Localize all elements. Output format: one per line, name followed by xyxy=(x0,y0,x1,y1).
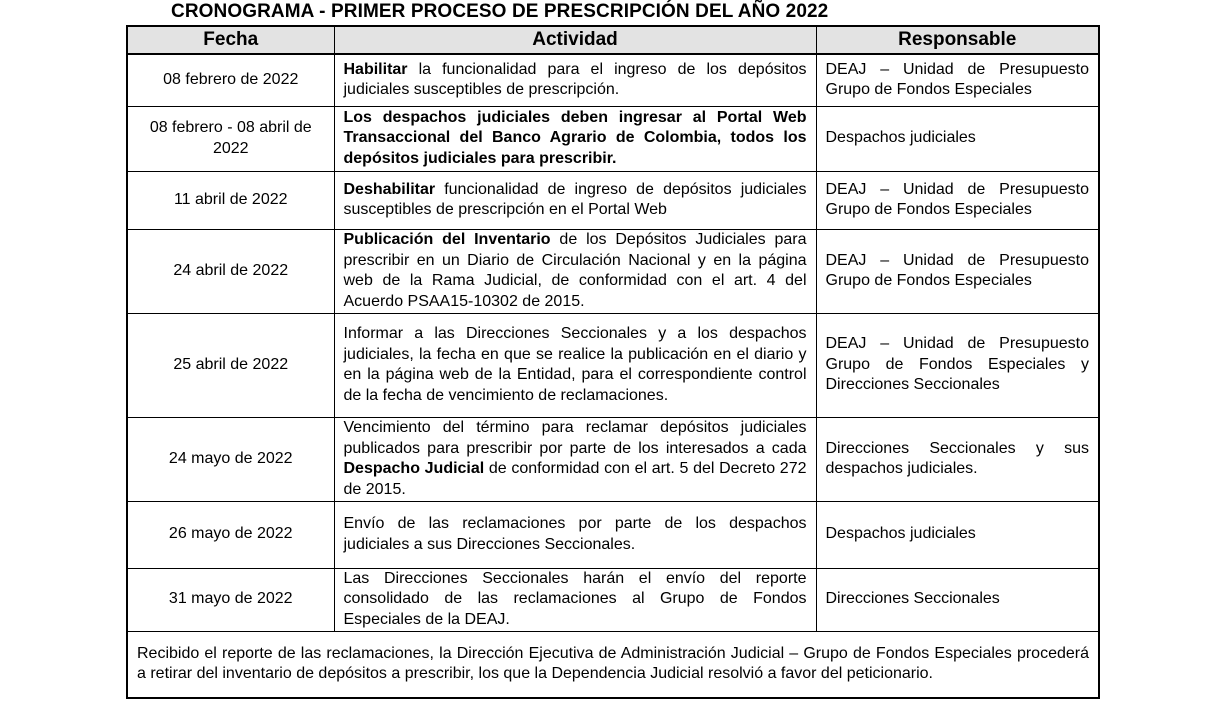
table-row xyxy=(127,313,1099,417)
row-actividad xyxy=(334,171,816,229)
actividad-text: de conformidad con el art. 5 del Decreto 272 de 2015. xyxy=(343,460,807,498)
table-row xyxy=(127,54,1099,106)
table-header-row xyxy=(127,26,1099,54)
table-row xyxy=(127,229,1099,313)
footer-note-row xyxy=(127,631,1099,698)
table-row xyxy=(127,171,1099,229)
row-actividad xyxy=(334,417,816,501)
actividad-text: de los Depósitos Judiciales para prescribir en un Diario de Circulación Nacional y en la página web de la Rama Judicial, de conformidad con el art. 4 del Acuerdo PSAA15-10302 de 2015. xyxy=(343,231,807,310)
row-actividad xyxy=(334,229,816,313)
table-row xyxy=(127,568,1099,631)
row-responsable: Despachos judiciales xyxy=(816,106,1099,171)
row-responsable: DEAJ – Unidad de Presupuesto Grupo de Fondos Especiales xyxy=(816,229,1099,313)
actividad-bold: Despacho Judicial xyxy=(343,460,485,477)
table-row xyxy=(127,417,1099,501)
header-responsable: Responsable xyxy=(816,26,1099,54)
row-responsable: Direcciones Seccionales xyxy=(816,568,1099,631)
actividad-bold: Los despachos judiciales deben ingresar al Portal Web Transaccional del Banco Agrario de Colombia, todos los depósitos judiciales para prescribir. xyxy=(343,108,807,167)
row-fecha: 08 febrero de 2022 xyxy=(127,54,334,106)
row-responsable: Direcciones Seccionales y sus despachos judiciales. xyxy=(816,417,1099,501)
row-fecha: 08 febrero - 08 abril de 2022 xyxy=(127,106,334,171)
actividad-bold: Deshabilitar xyxy=(343,180,436,198)
actividad-text: Envío de las reclamaciones por parte de los despachos judiciales a sus Direcciones Seccionales. xyxy=(343,515,807,553)
row-fecha: 31 mayo de 2022 xyxy=(127,568,334,631)
actividad-text: funcionalidad de ingreso de depósitos judiciales susceptibles de prescripción en el Portal Web xyxy=(343,180,807,218)
row-actividad xyxy=(334,313,816,417)
row-fecha: 24 mayo de 2022 xyxy=(127,417,334,501)
row-fecha: 26 mayo de 2022 xyxy=(127,501,334,568)
page-title: CRONOGRAMA - PRIMER PROCESO DE PRESCRIPCIÓN DEL AÑO 2022 xyxy=(171,1,829,22)
actividad-pre: Vencimiento del término para reclamar depósitos judiciales publicados para prescribir por parte de los interesados a cada xyxy=(343,419,807,457)
row-actividad xyxy=(334,568,816,631)
row-actividad xyxy=(334,106,816,171)
schedule-table xyxy=(126,25,1100,699)
row-actividad xyxy=(334,54,816,106)
actividad-text: Las Direcciones Seccionales harán el envío del reporte consolidado de las reclamaciones al Grupo de Fondos Especiales de la DEAJ. xyxy=(343,569,807,628)
row-fecha: 11 abril de 2022 xyxy=(127,171,334,229)
header-actividad: Actividad xyxy=(334,26,816,54)
actividad-bold: Habilitar xyxy=(343,60,408,78)
table-row xyxy=(127,501,1099,568)
row-responsable: DEAJ – Unidad de Presupuesto Grupo de Fondos Especiales xyxy=(816,171,1099,229)
header-fecha: Fecha xyxy=(127,26,334,54)
footer-note: Recibido el reporte de las reclamaciones, la Dirección Ejecutiva de Administración Judicial – Grupo de Fondos Especiales procederá a retirar del inventario de depósitos a prescribir, los que la Dependencia Judicial resolvió a favor del peticionario. xyxy=(127,631,1099,698)
table-row xyxy=(127,106,1099,171)
row-responsable: Despachos judiciales xyxy=(816,501,1099,568)
actividad-text: la funcionalidad para el ingreso de los depósitos judiciales susceptibles de prescripción. xyxy=(343,60,807,99)
row-actividad xyxy=(334,501,816,568)
actividad-text: Informar a las Direcciones Seccionales y a los despachos judiciales, la fecha en que se realice la publicación en el diario y en la página web de la Entidad, para el correspondiente control de la fecha de vencimiento de reclamaciones. xyxy=(343,325,807,404)
row-responsable: DEAJ – Unidad de Presupuesto Grupo de Fondos Especiales y Direcciones Seccionales xyxy=(816,313,1099,417)
row-fecha: 24 abril de 2022 xyxy=(127,229,334,313)
row-responsable: DEAJ – Unidad de Presupuesto Grupo de Fondos Especiales xyxy=(816,54,1099,106)
row-fecha: 25 abril de 2022 xyxy=(127,313,334,417)
actividad-bold: Publicación del Inventario xyxy=(343,231,551,248)
